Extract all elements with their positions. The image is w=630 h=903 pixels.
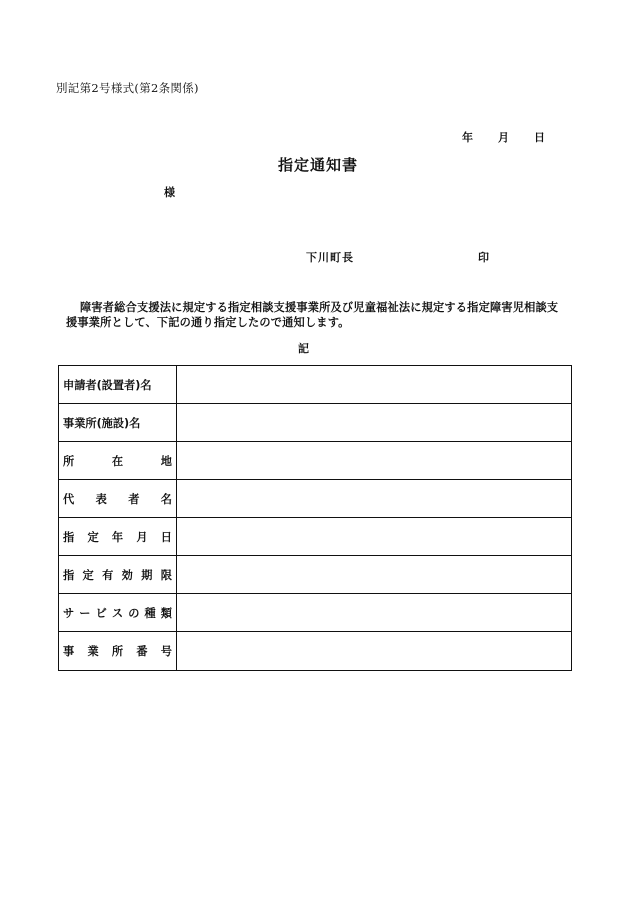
row-label-text: 所 [111,645,124,659]
table-row [59,366,571,404]
row-value-field[interactable] [177,480,571,517]
row-label-text: 月 [136,530,148,544]
row-label-text: の [128,606,140,620]
table-row [59,556,571,594]
notice-body-line-1: 障害者総合支援法に規定する指定相談支援事業所及び児童福祉法に規定する指定障害児相談支 [80,301,559,314]
row-value-field[interactable] [177,366,571,403]
row-label-text: 指 [63,530,75,544]
row-label-text: 者 [128,492,140,506]
date-day: 日 [534,131,545,144]
row-value-field[interactable] [177,556,571,593]
row-label-text: 事 [63,645,75,659]
row-label [59,404,177,441]
row-label-text: 業 [87,645,99,659]
row-value-field[interactable] [177,594,571,631]
row-label-text: ー [79,606,91,620]
table-row [59,632,571,671]
row-label-text: 類 [160,606,172,620]
table-row [59,518,571,556]
row-label-text: 日 [160,530,172,544]
row-label-text: 所 [63,454,75,468]
issuer-name: 下川町長 [306,251,354,264]
row-label-text: 指 [63,568,75,582]
row-label-text: 限 [160,568,172,582]
date-month: 月 [498,131,509,144]
designation-details-table [58,365,572,671]
row-label-text: ス [111,606,124,620]
row-label-text: 期 [141,568,153,582]
table-row [59,480,571,518]
notice-body-line-2: 援事業所として、下記の通り指定したので通知します。 [66,316,350,329]
form-reference: 別記第2号様式(第2条関係) [56,81,199,95]
row-label-text: 事業所(施設)名 [63,416,141,430]
recipient-suffix: 様 [164,186,175,199]
row-label [59,518,177,555]
row-label [59,594,177,631]
row-label-text: 効 [121,568,133,582]
table-row [59,594,571,632]
row-label-text: 号 [160,645,172,659]
date-line [462,129,545,145]
row-label [59,366,177,403]
row-label-text: 代 [63,492,75,506]
notice-body [66,300,572,330]
row-label-text: 有 [102,568,114,582]
row-label-text: 地 [160,454,172,468]
row-label-text: 種 [144,606,156,620]
table-row [59,442,571,480]
row-value-field[interactable] [177,404,571,441]
row-value-field[interactable] [177,632,571,671]
row-label [59,556,177,593]
row-label-text: ビ [95,606,107,620]
row-value-field[interactable] [177,442,571,479]
row-label [59,632,177,671]
row-label-text: サ [63,606,75,620]
row-label-text: 名 [160,492,172,506]
document-title: 指定通知書 [277,156,358,174]
row-label-text: 定 [87,530,99,544]
row-label-text: 申請者(設置者)名 [63,378,152,392]
row-label-text: 番 [136,645,148,659]
row-label-text: 定 [82,568,94,582]
note-heading: 記 [298,342,309,355]
seal-mark: 印 [478,251,489,264]
row-label-text: 表 [95,492,107,506]
row-label [59,442,177,479]
row-value-field[interactable] [177,518,571,555]
table-row [59,404,571,442]
row-label-text: 年 [111,530,124,544]
row-label-text: 在 [111,454,124,468]
date-year: 年 [462,131,473,144]
row-label [59,480,177,517]
